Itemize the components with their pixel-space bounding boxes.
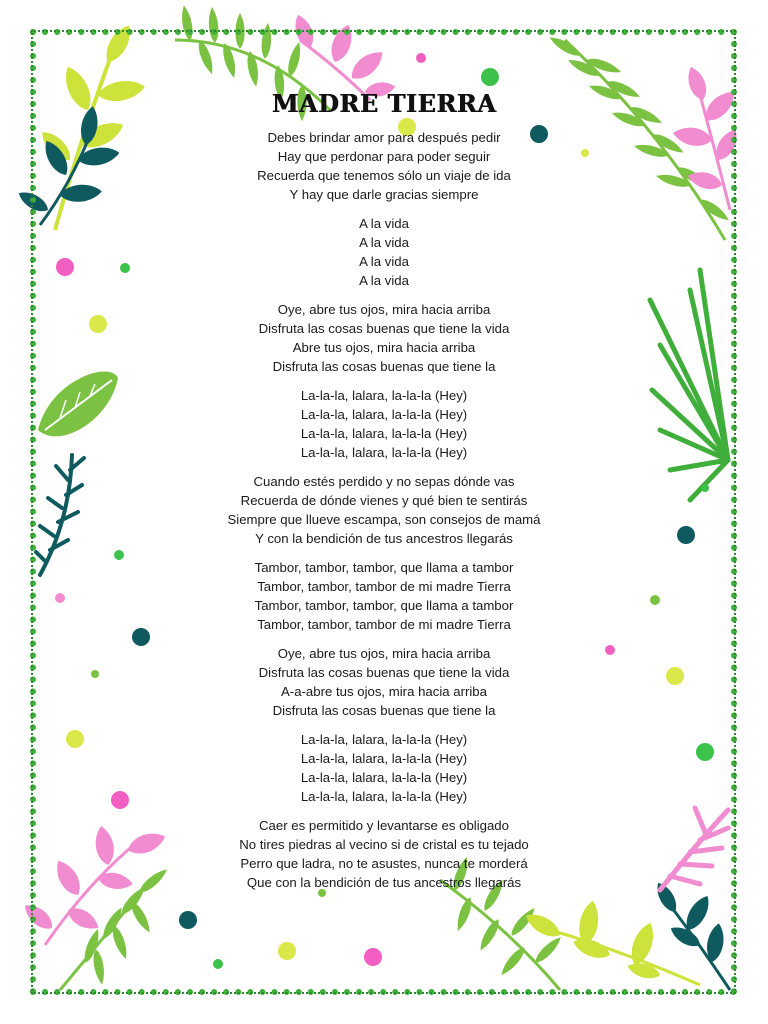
lyric-line: A-a-abre tus ojos, mira hacia arriba	[281, 684, 487, 699]
lyric-line: Hay que perdonar para poder seguir	[277, 149, 491, 164]
lyric-line: Disfruta las cosas buenas que tiene la vida	[258, 321, 510, 336]
stanza	[160, 472, 608, 548]
lyric-line: Tambor, tambor, tambor, que llama a tambor	[254, 598, 514, 613]
lyric-line: La-la-la, lalara, la-la-la (Hey)	[300, 789, 468, 804]
stanza-list	[160, 128, 608, 892]
stanza	[160, 386, 608, 462]
lyric-line: Oye, abre tus ojos, mira hacia arriba	[277, 302, 491, 317]
lyric-line: Que con la bendición de tus ancestros llegarás	[246, 875, 522, 890]
lyric-line: Recuerda de dónde vienes y qué bien te sentirás	[240, 493, 528, 508]
lyric-line: La-la-la, lalara, la-la-la (Hey)	[300, 751, 468, 766]
lyric-line: A la vida	[359, 273, 409, 288]
lyric-line: No tires piedras al vecino si de cristal es tu tejado	[239, 837, 529, 852]
lyric-line: Disfruta las cosas buenas que tiene la	[272, 703, 496, 718]
lyric-line: Perro que ladra, no te asustes, nunca te morderá	[240, 856, 528, 871]
stanza	[160, 128, 608, 204]
lyric-line: La-la-la, lalara, la-la-la (Hey)	[300, 426, 468, 441]
stanza	[160, 644, 608, 720]
lyric-line: Y con la bendición de tus ancestros llegarás	[255, 531, 513, 546]
lyric-line: Abre tus ojos, mira hacia arriba	[292, 340, 476, 355]
lyric-line: Tambor, tambor, tambor de mi madre Tierra	[257, 579, 511, 594]
lyric-line: Debes brindar amor para después pedir	[267, 130, 501, 145]
lyric-line: A la vida	[359, 216, 409, 231]
lyric-line: La-la-la, lalara, la-la-la (Hey)	[300, 770, 468, 785]
lyric-line: La-la-la, lalara, la-la-la (Hey)	[300, 445, 468, 460]
stanza	[160, 214, 608, 290]
lyric-line: Cuando estés perdido y no sepas dónde vas	[253, 474, 515, 489]
stanza	[160, 300, 608, 376]
lyric-line: La-la-la, lalara, la-la-la (Hey)	[300, 388, 468, 403]
lyric-line: Tambor, tambor, tambor de mi madre Tierra	[257, 617, 511, 632]
lyric-line: Tambor, tambor, tambor, que llama a tambor	[254, 560, 514, 575]
lyric-line: A la vida	[359, 235, 409, 250]
lyric-line: A la vida	[359, 254, 409, 269]
stanza	[160, 816, 608, 892]
lyric-line: Caer es permitido y levantarse es obligado	[259, 818, 509, 833]
lyric-line: La-la-la, lalara, la-la-la (Hey)	[300, 732, 468, 747]
song-title: MADRE TIERRA	[271, 89, 497, 118]
lyric-line: Siempre que llueve escampa, son consejos de mamá	[227, 512, 541, 527]
stanza	[160, 730, 608, 806]
lyrics-content	[160, 86, 608, 902]
lyric-line: La-la-la, lalara, la-la-la (Hey)	[300, 407, 468, 422]
lyric-line: Disfruta las cosas buenas que tiene la vida	[258, 665, 510, 680]
lyric-line: Y hay que darle gracias siempre	[289, 187, 479, 202]
lyric-line: Disfruta las cosas buenas que tiene la	[272, 359, 496, 374]
stanza	[160, 558, 608, 634]
lyric-line: Oye, abre tus ojos, mira hacia arriba	[277, 646, 491, 661]
lyric-line: Recuerda que tenemos sólo un viaje de ida	[257, 168, 511, 183]
